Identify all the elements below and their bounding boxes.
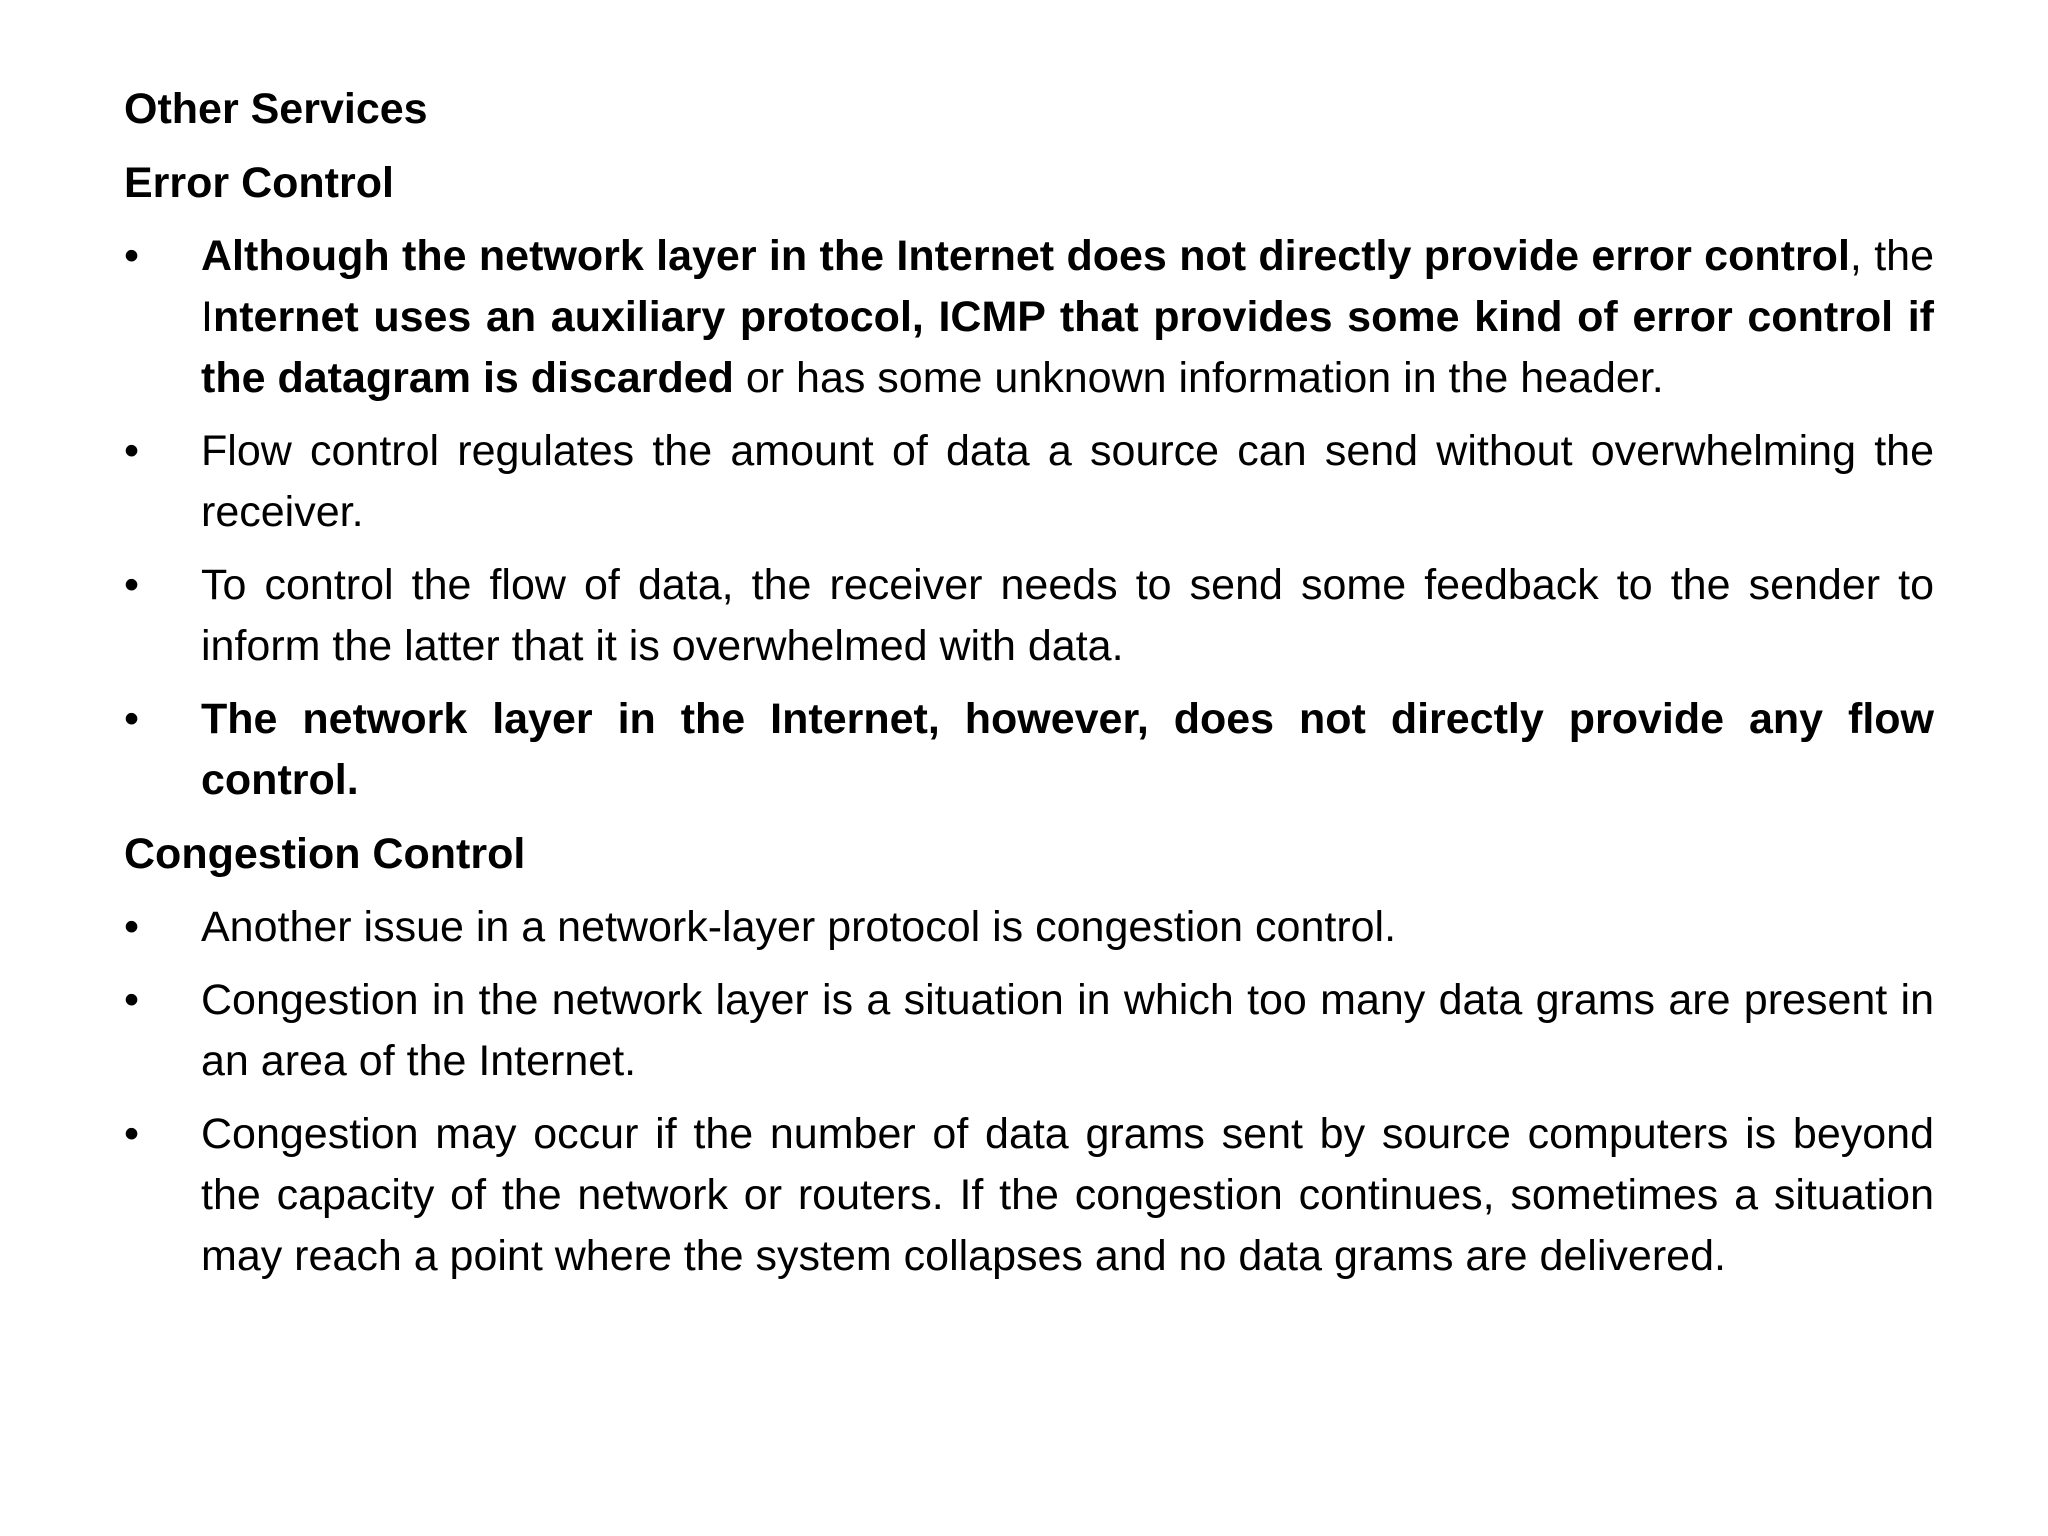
bullet-icon: • (124, 427, 140, 475)
bullet-text-bold: Although the network layer in the Internet does not directly provide error control (201, 232, 1850, 280)
bullet-item (124, 689, 1934, 811)
heading-other-services: Other Services (124, 85, 428, 133)
bullet-item (124, 970, 1934, 1092)
bullet-text: , the I (201, 232, 1935, 341)
bullet-text: or has some unknown information in the header. (733, 354, 1664, 402)
slide-content (124, 78, 1934, 1299)
heading-congestion-control: Congestion Control (124, 830, 526, 878)
bullet-item (124, 555, 1934, 677)
bullet-icon: • (124, 561, 140, 609)
bullet-text: Congestion in the network layer is a situation in which too many data grams are present in an area of the Internet. (201, 976, 1934, 1085)
bullet-item (124, 897, 1934, 958)
bullet-text-bold: nternet uses an auxiliary protocol, ICMP that provides some kind of error control if the datagram is discarded (201, 293, 1934, 402)
bullet-item (124, 421, 1934, 543)
bullet-text: Flow control regulates the amount of data a source can send without overwhelming the receiver. (201, 427, 1934, 536)
bullet-icon: • (124, 976, 140, 1024)
bullet-icon: • (124, 232, 140, 280)
bullet-text: Congestion may occur if the number of data grams sent by source computers is beyond the capacity of the network or routers. If the congestion continues, sometimes a situation may reach a point where the system collapses and no data grams are delivered. (201, 1110, 1934, 1280)
bullet-item (124, 226, 1934, 409)
bullet-text: Another issue in a network-layer protocol is congestion control. (201, 903, 1397, 951)
bullet-icon: • (124, 1110, 140, 1158)
bullet-icon: • (124, 903, 140, 951)
bullet-text-bold: The network layer in the Internet, however, does not directly provide any flow control. (201, 695, 1934, 804)
bullet-text: To control the flow of data, the receiver needs to send some feedback to the sender to inform the latter that it is overwhelmed with data. (201, 561, 1934, 670)
bullet-item (124, 1104, 1934, 1287)
bullet-icon: • (124, 695, 140, 743)
heading-error-control: Error Control (124, 159, 394, 207)
